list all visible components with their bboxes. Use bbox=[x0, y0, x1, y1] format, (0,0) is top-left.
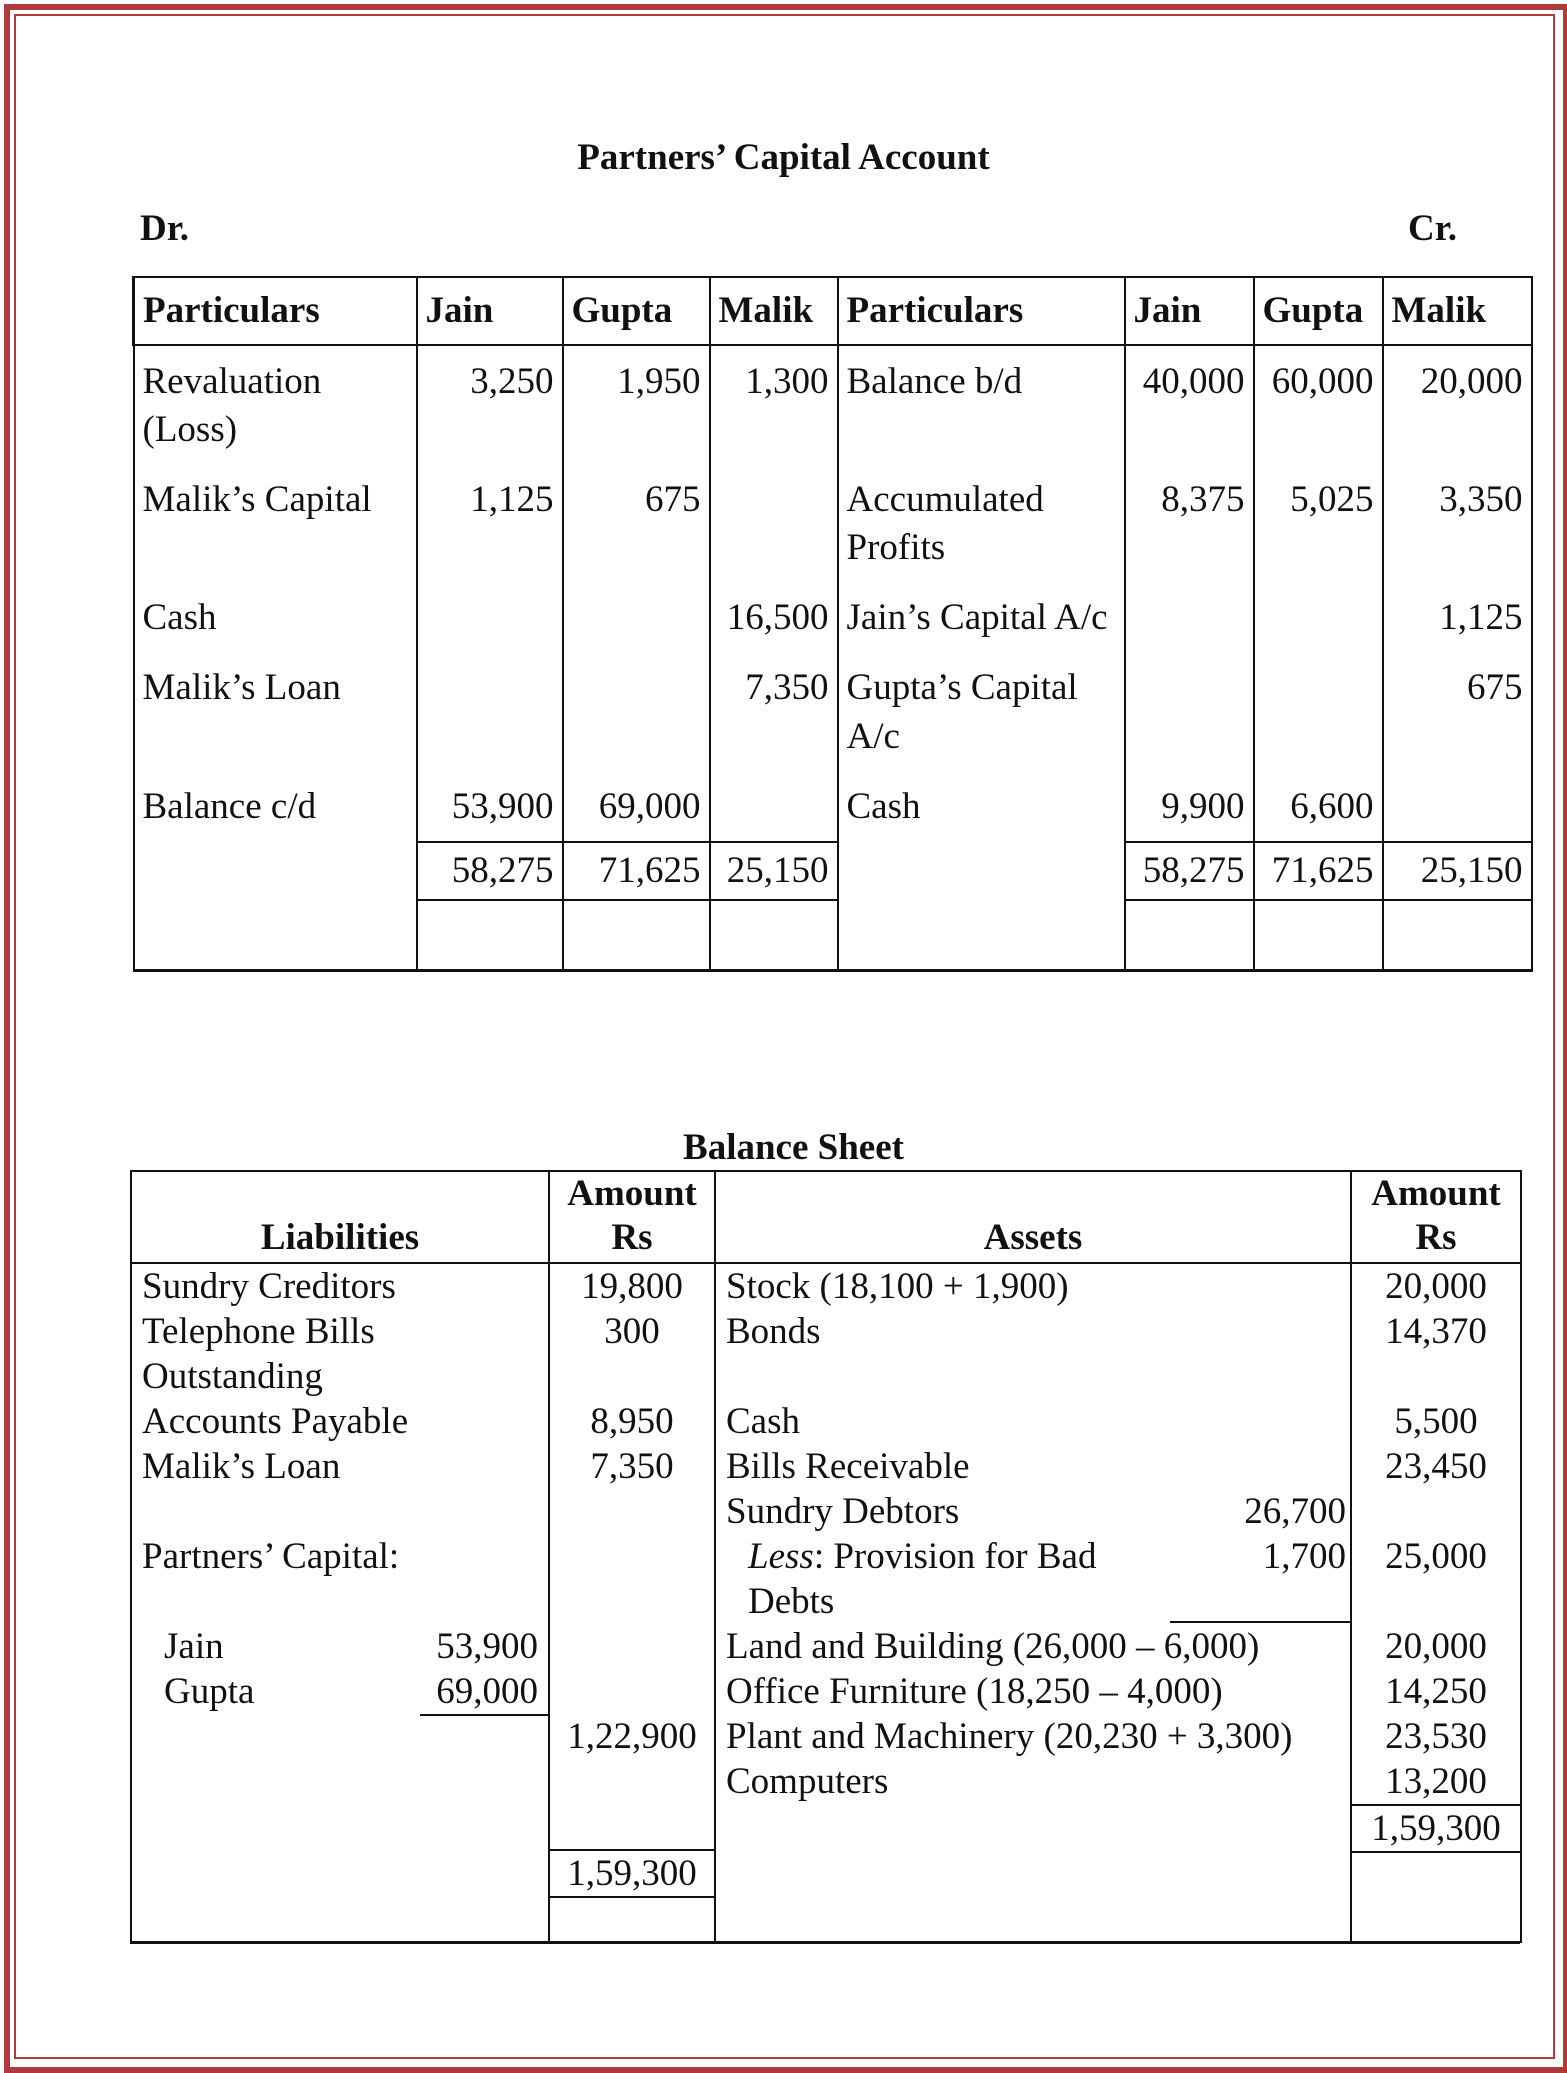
liability-amount: 8,950 bbox=[590, 1401, 674, 1442]
cr-jain: 9,900 bbox=[1125, 771, 1254, 842]
dr-particular: Malik’s Loan bbox=[134, 652, 417, 770]
cr-malik: 20,000 bbox=[1383, 345, 1532, 464]
asset-item: Land and Building (26,000 – 6,000) bbox=[726, 1626, 1260, 1667]
capital-account-table bbox=[132, 276, 1533, 972]
dr-total-malik: 25,150 bbox=[710, 842, 838, 900]
header-particulars-cr: Particulars bbox=[838, 277, 1125, 345]
spacer bbox=[550, 1898, 714, 1943]
dr-jain: 1,125 bbox=[417, 464, 563, 582]
dr-malik bbox=[710, 464, 838, 582]
cr-jain: 8,375 bbox=[1125, 464, 1254, 582]
liabilities-column bbox=[131, 1263, 549, 1943]
liability-item: Sundry Creditors bbox=[142, 1266, 396, 1307]
currency-label: Rs bbox=[611, 1217, 653, 1258]
less-word: Less bbox=[748, 1536, 814, 1577]
dr-jain bbox=[417, 582, 563, 652]
spacer bbox=[1352, 1489, 1520, 1534]
cr-malik: 1,125 bbox=[1383, 582, 1532, 652]
cr-total-gupta: 71,625 bbox=[1254, 842, 1383, 900]
asset-item: Cash bbox=[726, 1401, 800, 1442]
balance-sheet-bottom-rule bbox=[130, 1941, 1520, 1944]
dr-total-jain: 58,275 bbox=[417, 842, 563, 900]
header-liabilities: Liabilities bbox=[131, 1171, 549, 1263]
debtors-gross: 26,700 bbox=[1244, 1491, 1346, 1532]
spacer bbox=[726, 1804, 1350, 1894]
asset-amount: 13,200 bbox=[1385, 1761, 1487, 1802]
header-jain-cr: Jain bbox=[1125, 277, 1254, 345]
asset-amount: 23,450 bbox=[1385, 1446, 1487, 1487]
dr-jain bbox=[417, 652, 563, 770]
liability-amount: 19,800 bbox=[581, 1266, 683, 1307]
totals-row bbox=[134, 842, 1532, 900]
spacer bbox=[550, 1759, 714, 1849]
table-row bbox=[134, 652, 1532, 770]
asset-amount: 23,530 bbox=[1385, 1716, 1487, 1757]
totals-spacer bbox=[134, 842, 417, 900]
asset-amount: 20,000 bbox=[1385, 1626, 1487, 1667]
assets-column bbox=[715, 1263, 1351, 1943]
dr-jain: 53,900 bbox=[417, 771, 563, 842]
header-jain-dr: Jain bbox=[417, 277, 563, 345]
subtotal-rule bbox=[1170, 1579, 1350, 1623]
cr-gupta: 6,600 bbox=[1254, 771, 1383, 842]
provision-row bbox=[726, 1534, 1350, 1579]
spacer bbox=[142, 1489, 548, 1534]
cr-malik: 3,350 bbox=[1383, 464, 1532, 582]
spacer bbox=[1352, 1853, 1520, 1898]
partner-row bbox=[142, 1669, 548, 1716]
bs-body-row bbox=[131, 1263, 1521, 1943]
header-gupta-dr: Gupta bbox=[563, 277, 710, 345]
dr-particular: Cash bbox=[134, 582, 417, 652]
liability-amount: 7,350 bbox=[590, 1446, 674, 1487]
spacer bbox=[1352, 1579, 1520, 1624]
provision-amount: 1,700 bbox=[1262, 1536, 1346, 1577]
dr-total-gupta: 71,625 bbox=[563, 842, 710, 900]
spacer bbox=[142, 1579, 548, 1624]
cr-particular: Jain’s Capital A/c bbox=[838, 582, 1125, 652]
bs-header-row bbox=[131, 1171, 1521, 1263]
liability-item: Accounts Payable bbox=[142, 1401, 409, 1442]
header-assets: Assets bbox=[715, 1171, 1351, 1263]
dr-jain: 3,250 bbox=[417, 345, 563, 464]
closing-cell bbox=[134, 900, 417, 971]
dr-label: Dr. bbox=[140, 208, 189, 249]
cr-gupta: 5,025 bbox=[1254, 464, 1383, 582]
partners-capital-label: Partners’ Capital: bbox=[142, 1536, 400, 1577]
spacer bbox=[142, 1716, 548, 1916]
liability-item: Malik’s Loan bbox=[142, 1446, 341, 1487]
dr-gupta: 675 bbox=[563, 464, 710, 582]
debtors-label: Sundry Debtors bbox=[726, 1491, 960, 1532]
liability-amount: 300 bbox=[604, 1311, 660, 1352]
dr-particular: Balance c/d bbox=[134, 771, 417, 842]
liability-item: Telephone Bills bbox=[142, 1311, 375, 1352]
closing-cell bbox=[710, 900, 838, 971]
spacer bbox=[726, 1354, 1350, 1399]
provision-row-2 bbox=[726, 1579, 1350, 1624]
spacer bbox=[1352, 1354, 1520, 1399]
partner-amount: 69,000 bbox=[420, 1669, 548, 1716]
dr-malik bbox=[710, 771, 838, 842]
table-row bbox=[134, 345, 1532, 464]
provision-text: : Provision for Bad bbox=[813, 1536, 1097, 1577]
closing-cell bbox=[1383, 900, 1532, 971]
liabilities-total: 1,59,300 bbox=[550, 1849, 714, 1898]
table-row bbox=[134, 464, 1532, 582]
capital-account-title: Partners’ Capital Account bbox=[577, 137, 990, 178]
closing-cell bbox=[563, 900, 710, 971]
totals-spacer bbox=[838, 842, 1125, 900]
partner-name: Jain bbox=[164, 1626, 224, 1667]
cr-malik: 675 bbox=[1383, 652, 1532, 770]
dr-gupta bbox=[563, 582, 710, 652]
dr-particular: Revaluation (Loss) bbox=[134, 345, 417, 464]
header-amount-liabilities bbox=[549, 1171, 715, 1263]
asset-item: Office Furniture (18,250 – 4,000) bbox=[726, 1671, 1223, 1712]
asset-amount: 14,250 bbox=[1385, 1671, 1487, 1712]
closing-cell bbox=[1254, 900, 1383, 971]
liability-amount bbox=[550, 1354, 714, 1399]
spacer bbox=[550, 1489, 714, 1714]
asset-item: Bills Receivable bbox=[726, 1446, 970, 1487]
debtors-row bbox=[726, 1489, 1350, 1534]
cr-label: Cr. bbox=[1408, 208, 1457, 249]
cr-particular: Balance b/d bbox=[838, 345, 1125, 464]
dr-malik: 7,350 bbox=[710, 652, 838, 770]
cr-particular: Accumulated Profits bbox=[838, 464, 1125, 582]
dr-gupta: 69,000 bbox=[563, 771, 710, 842]
cr-jain bbox=[1125, 652, 1254, 770]
header-amount-assets bbox=[1351, 1171, 1521, 1263]
cr-jain bbox=[1125, 582, 1254, 652]
dr-gupta: 1,950 bbox=[563, 345, 710, 464]
cr-gupta: 60,000 bbox=[1254, 345, 1383, 464]
table-row bbox=[134, 582, 1532, 652]
balance-sheet-table bbox=[130, 1170, 1522, 1943]
asset-amount: 5,500 bbox=[1394, 1401, 1478, 1442]
dr-particular: Malik’s Capital bbox=[134, 464, 417, 582]
closing-cell bbox=[417, 900, 563, 971]
cr-particular: Cash bbox=[838, 771, 1125, 842]
header-gupta-cr: Gupta bbox=[1254, 277, 1383, 345]
cr-jain: 40,000 bbox=[1125, 345, 1254, 464]
asset-item: Stock (18,100 + 1,900) bbox=[726, 1266, 1069, 1307]
liabilities-amount-column bbox=[549, 1263, 715, 1943]
cr-particular: Gupta’s Capital A/c bbox=[838, 652, 1125, 770]
ledger-header-row bbox=[134, 277, 1532, 345]
table-row bbox=[134, 771, 1532, 842]
dr-malik: 16,500 bbox=[710, 582, 838, 652]
partner-name: Gupta bbox=[164, 1671, 255, 1712]
closing-cell bbox=[1125, 900, 1254, 971]
asset-item: Bonds bbox=[726, 1311, 821, 1352]
partners-total: 1,22,900 bbox=[567, 1716, 697, 1757]
partner-amount: 53,900 bbox=[436, 1626, 538, 1667]
assets-total: 1,59,300 bbox=[1352, 1804, 1520, 1853]
amount-label: Amount bbox=[567, 1173, 697, 1214]
dr-malik: 1,300 bbox=[710, 345, 838, 464]
cr-gupta bbox=[1254, 582, 1383, 652]
asset-item: Computers bbox=[726, 1761, 889, 1802]
dr-gupta bbox=[563, 652, 710, 770]
header-malik-cr: Malik bbox=[1383, 277, 1532, 345]
cr-malik bbox=[1383, 771, 1532, 842]
currency-label: Rs bbox=[1415, 1217, 1457, 1258]
asset-amount: 14,370 bbox=[1385, 1311, 1487, 1352]
header-particulars-dr: Particulars bbox=[134, 277, 417, 345]
provision-label bbox=[748, 1534, 1096, 1579]
closing-row bbox=[134, 900, 1532, 971]
partner-row bbox=[142, 1624, 548, 1669]
cr-total-malik: 25,150 bbox=[1383, 842, 1532, 900]
cr-gupta bbox=[1254, 652, 1383, 770]
asset-item: Plant and Machinery (20,230 + 3,300) bbox=[726, 1716, 1293, 1757]
asset-amount: 20,000 bbox=[1385, 1266, 1487, 1307]
assets-amount-column bbox=[1351, 1263, 1521, 1943]
balance-sheet-title: Balance Sheet bbox=[683, 1127, 904, 1168]
liability-item: Outstanding bbox=[142, 1356, 323, 1397]
debtors-net: 25,000 bbox=[1385, 1536, 1487, 1577]
amount-label: Amount bbox=[1371, 1173, 1501, 1214]
header-malik-dr: Malik bbox=[710, 277, 838, 345]
provision-text-2: Debts bbox=[748, 1581, 835, 1622]
closing-cell bbox=[838, 900, 1125, 971]
cr-total-jain: 58,275 bbox=[1125, 842, 1254, 900]
